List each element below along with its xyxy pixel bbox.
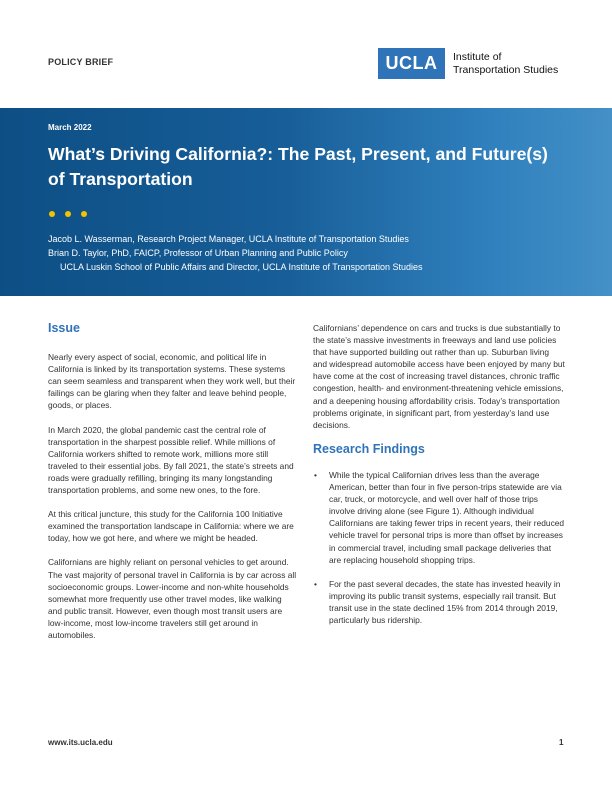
author-list bbox=[48, 232, 423, 274]
document-label: POLICY BRIEF bbox=[48, 57, 114, 67]
finding-text: While the typical Californian drives less than the average American, better than four in five person-trips statewide are via car, truck, or motorcycle, and well over half of those trips involve driving alone (see Figure 1). Although individual Californians are taking fewer trips in recent years, their reduced vehicle travel for personal trips is more than offset by increases in commercial travel, including small package deliveries that are replacing household shopping trips. bbox=[329, 469, 565, 565]
issue-paragraph: Nearly every aspect of social, economic, and political life in California is linked by its transportation systems. These systems can seem seamless and transparent when they work well, but their failings can be glaring when they falter and leave behind people, goods, or places. bbox=[48, 352, 296, 411]
ucla-its-logo bbox=[378, 48, 558, 79]
findings-list bbox=[313, 469, 565, 626]
decorative-dots bbox=[49, 211, 97, 217]
dot-icon bbox=[81, 211, 87, 217]
right-column bbox=[313, 322, 565, 638]
publication-date: March 2022 bbox=[48, 123, 92, 132]
list-item bbox=[313, 578, 565, 626]
finding-text: For the past several decades, the state has invested heavily in improving its public transit systems, especially rail transit. But transit use in the state declined 15% from 2014 through 2019, particularly bus ridership. bbox=[329, 578, 561, 625]
author-2: Brian D. Taylor, PhD, FAICP, Professor of Urban Planning and Public Policy bbox=[48, 248, 348, 258]
author-2-affiliation: UCLA Luskin School of Public Affairs and Director, UCLA Institute of Transportation Studies bbox=[60, 262, 423, 272]
dot-icon bbox=[65, 211, 71, 217]
issue-paragraph: At this critical juncture, this study for the California 100 Initiative examined the transportation landscape in California: where we are today, how we got here, and where we might be headed. bbox=[48, 509, 294, 544]
findings-heading: Research Findings bbox=[313, 441, 425, 456]
author-1: Jacob L. Wasserman, Research Project Manager, UCLA Institute of Transportation Studies bbox=[48, 234, 409, 244]
logo-institute-name bbox=[453, 51, 558, 76]
page-title: What’s Driving California?: The Past, Present, and Future(s) of Transportation bbox=[48, 144, 548, 189]
issue-heading: Issue bbox=[48, 321, 80, 335]
footer-website-link[interactable]: www.its.ucla.edu bbox=[48, 738, 113, 747]
ucla-logo-mark: UCLA bbox=[378, 48, 445, 79]
list-item bbox=[313, 469, 565, 566]
issue-paragraph: Californians are highly reliant on personal vehicles to get around. The vast majority of personal travel in California is by car across all socioeconomic groups. Lower-income and non-white households somewhat more frequently use other travel modes, like walking and public transit. However, even though most transit users are low-income, most low-income travelers still get around in automobiles. bbox=[48, 557, 297, 640]
page-number: 1 bbox=[559, 738, 564, 747]
dot-icon bbox=[49, 211, 55, 217]
issue-paragraph: In March 2020, the global pandemic cast the central role of transportation in the sharpest possible relief. While millions of California workers shifted to remote work, millions more still traveled to their essential jobs. By fall 2021, the state’s streets and roads were gradually refilling, bringing its many longstanding transportation problems, and some new ones, to the fore. bbox=[48, 424, 294, 496]
logo-line-2: Transportation Studies bbox=[453, 63, 559, 76]
issue-paragraph: Californians’ dependence on cars and trucks is due substantially to the state’s massive investments in freeways and land use policies that have supported building out rather than up. Suburban living and widespread automobile access have been enjoyed by many but have come at the cost of increasing travel distances, chronic traffic congestion, health- and environment-threatening vehicle emissions, and a deepening housing affordability crisis. Today’s transportation problems originate, in significant part, from yesterday’s land use decisions. bbox=[313, 323, 565, 430]
bullet-icon: • bbox=[314, 469, 317, 480]
left-column bbox=[48, 322, 297, 653]
title-banner bbox=[0, 108, 612, 296]
logo-line-1: Institute of bbox=[453, 51, 502, 63]
bullet-icon: • bbox=[314, 578, 317, 589]
